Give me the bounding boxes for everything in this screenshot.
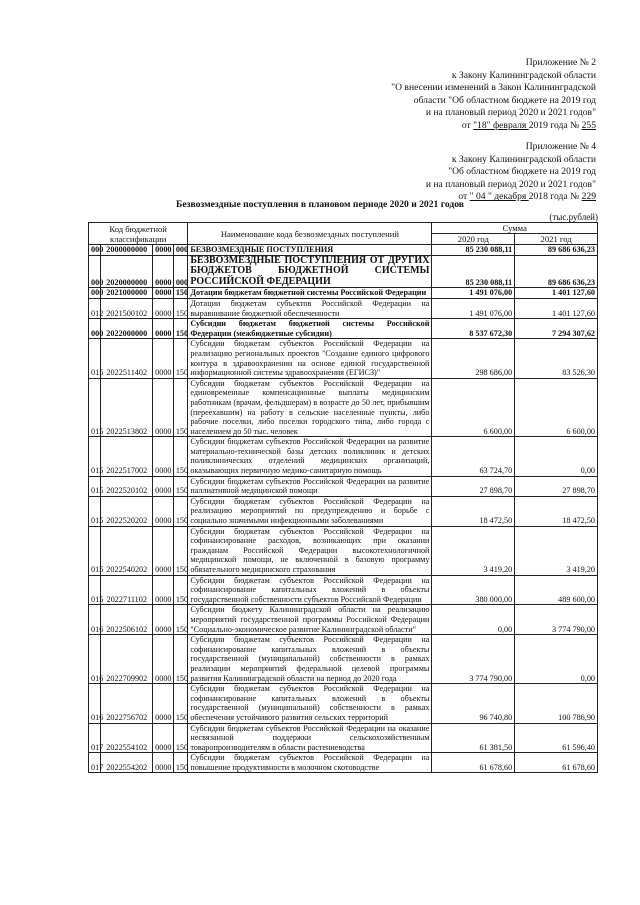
program-code-cell: 0000 [153,526,174,575]
revenue-name-cell: Субсидии бюджетам субъектов Российской Федерации на софинансирование расходов, возникающих при оказании гражданам Российской Федерации высокотехнологичной медицинской помощи, не включенной в базовую программу обязательного медицинского страхования [188,526,432,575]
program-code-cell: 0000 [153,575,174,605]
amount-2021-cell: 89 686 636,23 [515,245,598,256]
income-code-cell: 2022711102 [101,575,153,605]
agency-code-cell: 016 [89,635,101,684]
revenue-name-cell: Субсидии бюджетам субъектов Российской Федерации на реализацию мероприятий по предупреждению и борьбе с социально значимыми инфекционными заболеваниями [188,496,432,526]
amount-2020-cell: 63 724,70 [432,437,515,476]
law-number: 229 [581,191,596,203]
income-code-cell: 2022520202 [101,496,153,526]
amount-2020-cell: 27 898,70 [432,476,515,496]
economic-code-cell: 150 [173,575,188,605]
income-code-cell: 2022506102 [101,605,153,635]
economic-code-cell: 000 [173,245,188,256]
economic-code-cell: 150 [173,635,188,684]
amount-2021-cell: 7 294 307,62 [515,319,598,339]
header-2020: 2020 год [432,234,515,245]
amount-2020-cell: 61 381,50 [432,723,515,753]
income-code-cell: 2021500102 [101,298,153,318]
amount-2021-cell: 0,00 [515,635,598,684]
economic-code-cell: 150 [173,339,188,378]
revenue-name-cell: Дотации бюджетам бюджетной системы Российской Федерации [188,288,432,299]
program-code-cell: 0000 [153,684,174,723]
income-code-cell: 2022517002 [101,437,153,476]
appendix-line: "Об областном бюджете на 2019 год [448,166,596,178]
income-code-cell: 2022554102 [101,723,153,753]
amount-2020-cell: 3 419,20 [432,526,515,575]
revenue-name-cell: Субсидии бюджетам субъектов Российской Федерации на единовременные компенсационные выплаты медицинским работникам (врачам, фельдшерам) в возрасте до 50 лет, прибывшим (переехавшим) на работу в сельские населенные пункты, либо рабочие поселки, либо поселки городского типа, либо города с населением до 50 тыс. человек [188,378,432,437]
amount-2021-cell: 100 786,90 [515,684,598,723]
amount-2020-cell: 96 740,80 [432,684,515,723]
table-row [89,288,598,299]
amount-2021-cell: 6 600,00 [515,378,598,437]
economic-code-cell: 150 [173,496,188,526]
revenue-name-cell: БЕЗВОЗМЕЗДНЫЕ ПОСТУПЛЕНИЯ ОТ ДРУГИХ БЮДЖЕТОВ БЮДЖЕТНОЙ СИСТЕМЫ РОССИЙСКОЙ ФЕДЕРАЦИИ [188,255,432,288]
date-rest: 2018 года № [528,191,582,203]
amount-2020-cell: 8 537 672,30 [432,319,515,339]
amount-2020-cell: 298 686,00 [432,339,515,378]
revenue-name-cell: Субсидии бюджетам субъектов Российской Федерации на софинансирование капитальных вложений в объекты государственной (муниципальной) собственности в рамках обеспечения устойчивого развития сельских территорий [188,684,432,723]
income-code-cell: 2000000000 [101,245,153,256]
table-row [89,255,598,288]
amount-2021-cell: 3 419,20 [515,526,598,575]
appendix-line: и на плановый период 2020 и 2021 годов" [425,107,596,119]
agency-code-cell: 016 [89,605,101,635]
amount-2021-cell: 489 600,00 [515,575,598,605]
amount-2021-cell: 1 401 127,60 [515,288,598,299]
header-code: Код бюджетной классификации [89,223,188,245]
amount-2020-cell: 1 491 076,00 [432,288,515,299]
economic-code-cell: 150 [173,684,188,723]
program-code-cell: 0000 [153,288,174,299]
amount-2021-cell: 3 774 790,00 [515,605,598,635]
appendix-line: Приложение № 2 [525,57,596,68]
document-title: Безвозмездные поступления в плановом периоде 2020 и 2021 годов [176,199,464,210]
economic-code-cell: 150 [173,298,188,318]
appendix-line: и на плановый период 2020 и 2021 годов" [425,178,596,190]
economic-code-cell: 150 [173,378,188,437]
amount-2021-cell: 61 596,40 [515,723,598,753]
agency-code-cell: 000 [89,288,101,299]
table-row [89,753,598,773]
amount-2021-cell: 1 401 127,60 [515,298,598,318]
agency-code-cell: 017 [89,723,101,753]
law-number: 255 [581,119,596,131]
agency-code-cell: 000 [89,255,101,288]
income-code-cell: 2022000000 [101,319,153,339]
agency-code-cell: 017 [89,753,101,773]
agency-code-cell: 000 [89,245,101,256]
program-code-cell: 0000 [153,298,174,318]
appendix-line: Приложение № 4 [525,141,596,152]
date-month: декабря [491,191,529,203]
income-code-cell: 2022756702 [101,684,153,723]
table-header-row [89,223,598,234]
income-code-cell: 2022520102 [101,476,153,496]
economic-code-cell: 150 [173,723,188,753]
table-row [89,378,598,437]
revenue-name-cell: Субсидии бюджетам субъектов Российской Федерации на оказание несвязанной поддержки сельскохозяйственным товаропроизводителям в области растениеводства [188,723,432,753]
table-row [89,339,598,378]
income-code-cell: 2020000000 [101,255,153,288]
revenue-name-cell: Субсидии бюджетам субъектов Российской Федерации на развитие материально-технической базы детских поликлиник и детских поликлинических отделений медицинских организаций, оказывающих первичную медико-санитарную помощь [188,437,432,476]
table-row [89,605,598,635]
program-code-cell: 0000 [153,723,174,753]
appendix-line: "О внесении изменений в Закон Калининградской [391,82,596,94]
table-row [89,635,598,684]
header-sum: Сумма [432,223,598,234]
income-code-cell: 2022513802 [101,378,153,437]
table-row [89,319,598,339]
header-2021: 2021 год [515,234,598,245]
amount-2021-cell: 83 526,30 [515,339,598,378]
income-code-cell: 2021000000 [101,288,153,299]
economic-code-cell: 150 [173,753,188,773]
revenue-name-cell: Субсидии бюджетам субъектов Российской Федерации на развитие паллиативной медицинской помощи [188,476,432,496]
agency-code-cell: 016 [89,684,101,723]
amount-2021-cell: 89 686 636,23 [515,255,598,288]
budget-table [88,222,598,773]
date-prefix: от [461,119,474,131]
agency-code-cell: 012 [89,298,101,318]
amount-2020-cell: 6 600,00 [432,378,515,437]
revenue-name-cell: Субсидии бюджетам бюджетной системы Российской Федерации (межбюджетные субсидии) [188,319,432,339]
program-code-cell: 0000 [153,605,174,635]
revenue-name-cell: БЕЗВОЗМЕЗДНЫЕ ПОСТУПЛЕНИЯ [188,245,432,256]
program-code-cell: 0000 [153,378,174,437]
units-label: (тыс.рублей) [549,212,598,222]
economic-code-cell: 150 [173,476,188,496]
amount-2021-cell: 27 898,70 [515,476,598,496]
date-month: февраля [490,119,529,131]
table-row [89,245,598,256]
appendix-4-header [426,141,596,204]
date-prefix: от [458,191,470,203]
income-code-cell: 2022554202 [101,753,153,773]
revenue-name-cell: Дотации бюджетам субъектов Российской Федерации на выравнивание бюджетной обеспеченности [188,298,432,318]
amount-2020-cell: 0,00 [432,605,515,635]
economic-code-cell: 150 [173,437,188,476]
agency-code-cell: 015 [89,437,101,476]
header-name: Наименование кода безвозмездных поступлений [188,223,432,245]
program-code-cell: 0000 [153,245,174,256]
table-row [89,496,598,526]
revenue-name-cell: Субсидии бюджетам субъектов Российской Федерации на повышение продуктивности в молочном скотоводстве [188,753,432,773]
agency-code-cell: 015 [89,575,101,605]
table-row [89,575,598,605]
amount-2020-cell: 61 678,60 [432,753,515,773]
date-rest: 2019 года № [528,119,582,131]
agency-code-cell: 015 [89,339,101,378]
date-day: " 04 " [469,191,492,203]
economic-code-cell: 150 [173,319,188,339]
revenue-name-cell: Субсидии бюджету Калининградской области на реализацию мероприятий государственной программы Российской Федерации "Социально-экономическое развитие Калининградской области" [188,605,432,635]
income-code-cell: 2022540202 [101,526,153,575]
program-code-cell: 0000 [153,339,174,378]
appendix-line: области "Об областном бюджете на 2019 год [413,94,596,106]
amount-2020-cell: 85 230 088,11 [432,255,515,288]
revenue-name-cell: Субсидии бюджетам субъектов Российской Федерации на софинансирование капитальных вложений в объекты государственной собственности субъектов Российской Федерации [188,575,432,605]
agency-code-cell: 015 [89,476,101,496]
revenue-name-cell: Субсидии бюджетам субъектов Российской Федерации на реализацию региональных проектов "Создание единого цифрового контура в здравоохранении на основе единой государственной информационной системы здравоохранения (ЕГИСЗ)" [188,339,432,378]
economic-code-cell: 150 [173,526,188,575]
agency-code-cell: 015 [89,496,101,526]
amount-2020-cell: 18 472,50 [432,496,515,526]
program-code-cell: 0000 [153,476,174,496]
table-row [89,437,598,476]
program-code-cell: 0000 [153,437,174,476]
economic-code-cell: 150 [173,605,188,635]
income-code-cell: 2022511402 [101,339,153,378]
amount-2021-cell: 18 472,50 [515,496,598,526]
table-row [89,723,598,753]
revenue-name-cell: Субсидии бюджетам субъектов Российской Федерации на софинансирование капитальных вложений в объекты государственной (муниципальной) собственности в рамках реализации мероприятий федеральной целевой программы развития Калининградской области на период до 2020 года [188,635,432,684]
program-code-cell: 0000 [153,255,174,288]
amount-2021-cell: 0,00 [515,437,598,476]
table-row [89,298,598,318]
program-code-cell: 0000 [153,635,174,684]
amount-2021-cell: 61 678,60 [515,753,598,773]
program-code-cell: 0000 [153,319,174,339]
agency-code-cell: 000 [89,319,101,339]
table-row [89,526,598,575]
agency-code-cell: 015 [89,378,101,437]
table-row [89,476,598,496]
date-day: "18" [473,119,491,131]
appendix-2-header [391,57,596,133]
table-row [89,684,598,723]
appendix-line: к Закону Калининградской области [451,153,596,165]
appendix-line: к Закону Калининградской области [451,69,596,81]
program-code-cell: 0000 [153,753,174,773]
appendix-date [391,120,596,133]
income-code-cell: 2022709902 [101,635,153,684]
agency-code-cell: 015 [89,526,101,575]
amount-2020-cell: 3 774 790,00 [432,635,515,684]
program-code-cell: 0000 [153,496,174,526]
economic-code-cell: 000 [173,255,188,288]
economic-code-cell: 150 [173,288,188,299]
amount-2020-cell: 1 491 076,00 [432,298,515,318]
amount-2020-cell: 380 000,00 [432,575,515,605]
amount-2020-cell: 85 230 088,11 [432,245,515,256]
table-body [89,245,598,773]
